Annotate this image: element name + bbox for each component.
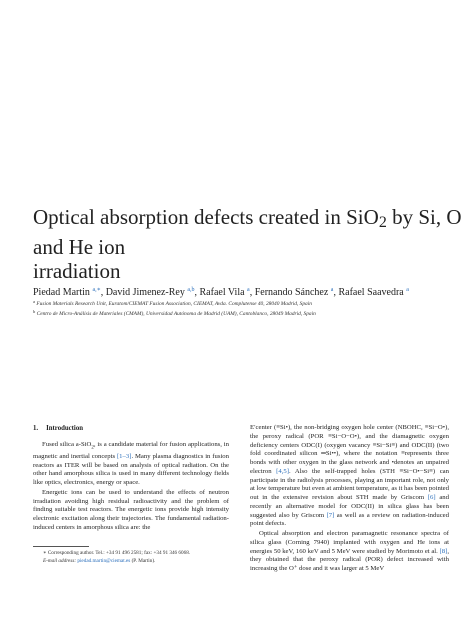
corresponding-author-note: ∗ Corresponding author. Tel.: +34 91 496 2581; fax: +34 91 346 6068.	[43, 550, 191, 556]
paragraph-text: E′center (≡Si•), the non-bridging oxygen hole center (NBOHC, ≡Si−O•), the peroxy radical (POR ≡Si−O−O•), and the diamagnetic oxygen deficiency centers ODC(I) (oxygen vacancy ≡Si−Si≡) and ODC(II) (two fold coordinated silicon ═Si••), where the notation ≡represents three bonds with other oxygen in the glass network and •denotes an unpaired electron	[250, 424, 449, 475]
paragraph-text: . Many plasma diagnostics in fusion reactors as ITER will be based on analysis of optical radiation. On the other hand amorphous silica is used in many different technology fields like optics, electronics, energy or space.	[33, 452, 229, 487]
citation-link[interactable]: [6]	[427, 494, 436, 501]
paragraph-text: . Also the self-trapped holes (STH ≡Si−O•−Si≡) can participate in the radiolysis processes, playing an important role, not only at low temperature but even at ambient temperature, as it has been pointed out in the extensive revision about STH made by Griscom	[250, 467, 449, 501]
author-name: Piedad Martin	[33, 287, 90, 298]
footnotes	[33, 549, 229, 565]
affiliations	[33, 298, 453, 318]
email-label: E-mail address:	[43, 558, 78, 564]
affiliation	[33, 298, 453, 308]
section-heading	[33, 425, 229, 434]
citation-link[interactable]: [1–3]	[116, 452, 132, 460]
body-paragraph: Energetic ions can be used to understand the effects of neutron irradiation avoiding high residual radioactivity and the problem of finding suitable test reactors. The energetic ions provide high intensity electronic excitation along their trajectories. The fundamental radiation-induced centers in amorphous silica are: the	[33, 488, 229, 531]
section-number: 1.	[33, 425, 39, 432]
section-title: Introduction	[46, 425, 83, 432]
author-affiliation-link[interactable]: a	[247, 287, 250, 293]
email-note	[33, 557, 229, 565]
author-affiliation-link[interactable]: a	[406, 287, 409, 293]
body-paragraph	[250, 530, 449, 574]
title-line-3: irradiation	[33, 259, 121, 283]
email-suffix: (P. Martin).	[130, 558, 156, 564]
title-line-1	[33, 205, 462, 235]
paragraph-text: and recently an alternative model for ODC(II) in silica glass has been suggested also by Griscom	[250, 494, 449, 519]
author-affiliation-link[interactable]: a	[330, 287, 334, 293]
left-column	[33, 425, 229, 533]
author-name: Rafael Vila	[199, 287, 245, 298]
paragraph-text: Fused silica a-SiO	[42, 440, 92, 448]
title-line-2: and He ion	[33, 235, 126, 259]
footnote-divider	[33, 546, 89, 547]
right-column	[250, 424, 449, 574]
author-affiliation-link[interactable]: a,∗	[92, 287, 101, 293]
paragraph-text: , is a candidate material for fusion applications, in magnetic and inertial concepts	[33, 440, 229, 460]
title-subscript: 2	[378, 214, 387, 231]
affiliation-text: Fusion Materials Research Unit, Euratom/CIEMAT Fusion Association, CIEMAT, Avda. Complutense 40, 28040 Madrid, Spain	[36, 301, 312, 307]
affiliation-marker: a	[33, 299, 35, 304]
affiliation-text: Centro de Micro-Análisis de Materiales (CMAM), Universidad Autónoma de Madrid (UAM), Cantoblanco, 28049 Madrid, Spain	[36, 311, 316, 317]
body-paragraph	[33, 441, 229, 488]
body-paragraph	[250, 424, 449, 529]
email-link[interactable]: piedad.martin@ciemat.es	[77, 558, 131, 564]
citation-link[interactable]: [8]	[439, 547, 448, 555]
author-affiliation-link[interactable]: a,b	[187, 287, 195, 293]
affiliation-marker: b	[33, 309, 36, 314]
paragraph-text: as well as a review on radiation-induced point defects.	[250, 511, 449, 528]
subscript: 2	[91, 445, 94, 451]
paragraph-text: , they obtained that the peroxy radical (POR) defect increased with increasing the O⁺ dose and it was larger at 5 MeV	[250, 547, 449, 572]
article-title	[33, 205, 462, 283]
title-text: Optical absorption defects created in SiO	[33, 205, 379, 229]
title-text: by Si, O	[386, 205, 462, 229]
citation-link[interactable]: [7]	[326, 511, 335, 519]
author-name: Fernando Sánchez	[254, 287, 329, 298]
citation-link[interactable]: [4,5]	[276, 467, 289, 475]
author-name: David Jimenez-Rey	[105, 287, 185, 298]
author-list: Piedad Martin $^{a,∗}$, David Jimenez-Rey $^{a,b}$, Rafael Vila $^a$, Fernando Sánchez $^a$, Rafael Saavedra $^a$	[33, 287, 409, 298]
paragraph-text: Optical absorption and electron paramagnetic resonance spectra of silica glass (Corning 7940) implanted with oxygen and He ions at energies 50 keV, 160 keV and 5 MeV were studied by Morimoto et al.	[250, 530, 449, 555]
author-name: Rafael Saavedra	[338, 287, 404, 298]
affiliation	[33, 308, 453, 318]
